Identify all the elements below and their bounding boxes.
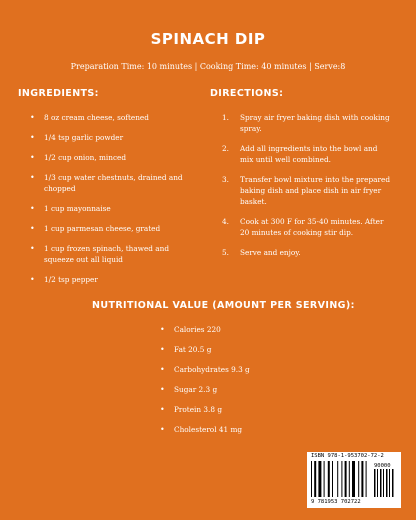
step-text: Serve and enjoy.	[240, 248, 301, 257]
direction-step	[222, 112, 390, 134]
list-item: • Carbohydrates 9.3 g	[160, 364, 360, 375]
ingredients-heading: INGREDIENTS:	[18, 88, 99, 99]
barcode-addon: 90000	[374, 463, 391, 469]
step-text: Cook at 300 F for 35-40 minutes. After 20 minutes of cooking stir dip.	[240, 217, 384, 237]
step-text: Spray air fryer baking dish with cooking spray.	[240, 113, 390, 133]
list-item: • Cholesterol 41 mg	[160, 424, 360, 435]
list-item: • 1 cup mayonnaise	[30, 203, 198, 214]
list-item: • Calories 220	[160, 324, 360, 335]
nutrition-heading: NUTRITIONAL VALUE (AMOUNT PER SERVING):	[92, 300, 355, 311]
step-number: 3.	[222, 175, 229, 184]
direction-step	[222, 247, 390, 258]
list-item: • Fat 20.5 g	[160, 344, 360, 355]
step-number: 1.	[222, 113, 229, 122]
recipe-title: SPINACH DIP	[150, 30, 266, 48]
recipe-subtitle: Preparation Time: 10 minutes | Cooking Time: 40 minutes | Serve:8	[70, 62, 346, 71]
list-item: • 1/2 cup onion, minced	[30, 152, 198, 163]
step-number: 5.	[222, 248, 229, 257]
list-item: • Protein 3.8 g	[160, 404, 360, 415]
step-number: 4.	[222, 217, 229, 226]
ingredients-list	[30, 112, 198, 294]
step-text: Add all ingredients into the bowl and mix until well combined.	[240, 144, 378, 164]
direction-step	[222, 216, 390, 238]
direction-step	[222, 143, 390, 165]
directions-heading: DIRECTIONS:	[210, 88, 284, 99]
list-item: • 1 cup frozen spinach, thawed and squeeze out all liquid	[30, 243, 198, 265]
list-item: • 1/2 tsp pepper	[30, 274, 198, 285]
step-number: 2.	[222, 144, 229, 153]
barcode-digits: 9 781953 702722	[311, 499, 361, 505]
list-item: • Sugar 2.3 g	[160, 384, 360, 395]
isbn-text: ISBN 978-1-953702-72-2	[311, 453, 384, 459]
barcode-bars	[311, 461, 397, 499]
isbn-barcode	[307, 452, 401, 508]
list-item: • 1/4 tsp garlic powder	[30, 132, 198, 143]
list-item: • 1 cup parmesan cheese, grated	[30, 223, 198, 234]
directions-list	[222, 112, 390, 267]
nutrition-list	[160, 324, 360, 444]
list-item: • 8 oz cream cheese, softened	[30, 112, 198, 123]
direction-step	[222, 174, 390, 207]
list-item: • 1/3 cup water chestnuts, drained and chopped	[30, 172, 198, 194]
step-text: Transfer bowl mixture into the prepared baking dish and place dish in air fryer basket.	[240, 175, 390, 206]
